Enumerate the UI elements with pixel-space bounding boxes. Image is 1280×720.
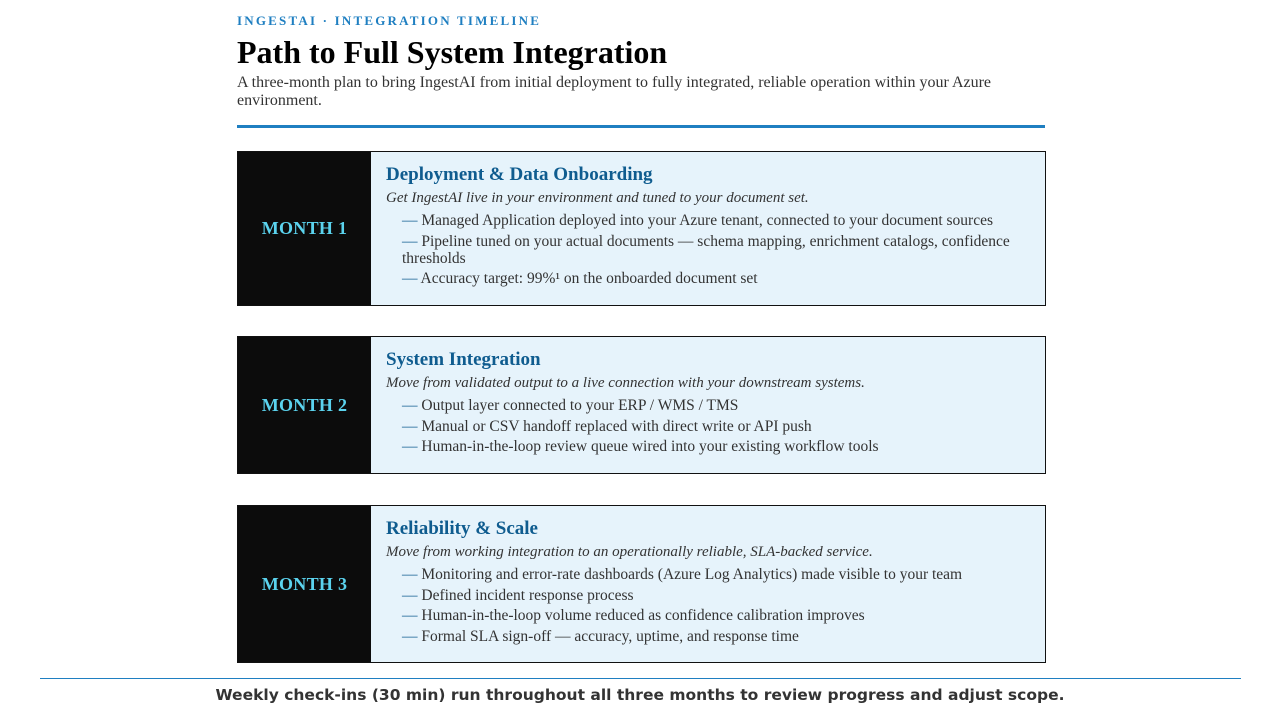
month-tagline: Get IngestAI live in your environment and tuned to your document set. — [386, 190, 809, 206]
dash-bullet: — — [402, 270, 418, 287]
dash-bullet: — — [402, 586, 418, 604]
month-tagline: Move from working integration to an operationally reliable, SLA-backed service. — [386, 544, 873, 560]
list-item — [402, 438, 1025, 455]
list-item — [402, 397, 1025, 414]
list-item — [402, 212, 1025, 229]
eyebrow-label: INGESTAI · INTEGRATION TIMELINE — [237, 13, 542, 28]
list-item-text: Formal SLA sign-off — accuracy, uptime, and response time — [421, 627, 799, 645]
list-item-text: Managed Application deployed into your Azure tenant, connected to your document sources — [421, 212, 993, 229]
dash-bullet: — — [402, 397, 418, 414]
list-item-text: Pipeline tuned on your actual documents — schema mapping, enrichment catalogs, confidence thresholds — [402, 232, 1010, 267]
dash-bullet: — — [402, 417, 418, 435]
footer-divider — [40, 678, 1241, 679]
month-tab-1 — [238, 152, 371, 305]
month-label: MONTH 3 — [261, 573, 348, 594]
month-tagline: Move from validated output to a live connection with your downstream systems. — [386, 375, 865, 391]
list-item — [402, 233, 1025, 267]
month-body-3 — [371, 506, 1045, 662]
month-tab-2 — [238, 337, 371, 473]
page-subtitle: A three-month plan to bring IngestAI from initial deployment to fully integrated, reliable operation within your Azure environment. — [237, 74, 992, 109]
page-title: Path to Full System Integration — [237, 34, 668, 70]
list-item-text: Manual or CSV handoff replaced with direct write or API push — [421, 417, 812, 435]
month-heading: Deployment & Data Onboarding — [386, 164, 653, 185]
dash-bullet: — — [402, 232, 418, 250]
list-item-text: Defined incident response process — [421, 586, 634, 604]
list-item-text: Human-in-the-loop volume reduced as confidence calibration improves — [421, 607, 865, 624]
month-label: MONTH 2 — [261, 394, 348, 415]
month-card-3 — [237, 505, 1046, 663]
list-item-text: Accuracy target: 99%¹ on the onboarded document set — [420, 270, 758, 287]
list-item-text: Output layer connected to your ERP / WMS / TMS — [421, 397, 739, 414]
list-item — [402, 628, 1025, 645]
month-body-1 — [371, 152, 1045, 305]
month-card-2 — [237, 336, 1046, 474]
list-item — [402, 270, 1025, 287]
list-item-text: Human-in-the-loop review queue wired into your existing workflow tools — [421, 438, 879, 455]
list-item-text: Monitoring and error-rate dashboards (Azure Log Analytics) made visible to your team — [421, 566, 963, 583]
month-item-list — [386, 212, 1025, 287]
dash-bullet: — — [402, 607, 418, 624]
document-header — [237, 13, 1046, 110]
dash-bullet: — — [402, 566, 418, 583]
dash-bullet: — — [402, 212, 418, 229]
list-item — [402, 607, 1025, 624]
month-heading: System Integration — [386, 349, 541, 370]
dash-bullet: — — [402, 627, 418, 645]
list-item — [402, 587, 1025, 604]
month-label: MONTH 1 — [261, 218, 348, 238]
month-body-2 — [371, 337, 1045, 473]
header-divider — [237, 125, 1045, 128]
list-item — [402, 566, 1025, 583]
dash-bullet: — — [402, 438, 418, 455]
month-tab-3 — [238, 506, 371, 662]
list-item — [402, 418, 1025, 435]
month-item-list — [386, 397, 1025, 455]
month-card-1 — [237, 151, 1046, 306]
month-heading: Reliability & Scale — [386, 518, 538, 539]
month-item-list — [386, 566, 1025, 645]
footer-note: Weekly check-ins (30 min) run throughout all three months to review progress and adjust scope. — [215, 686, 1065, 704]
